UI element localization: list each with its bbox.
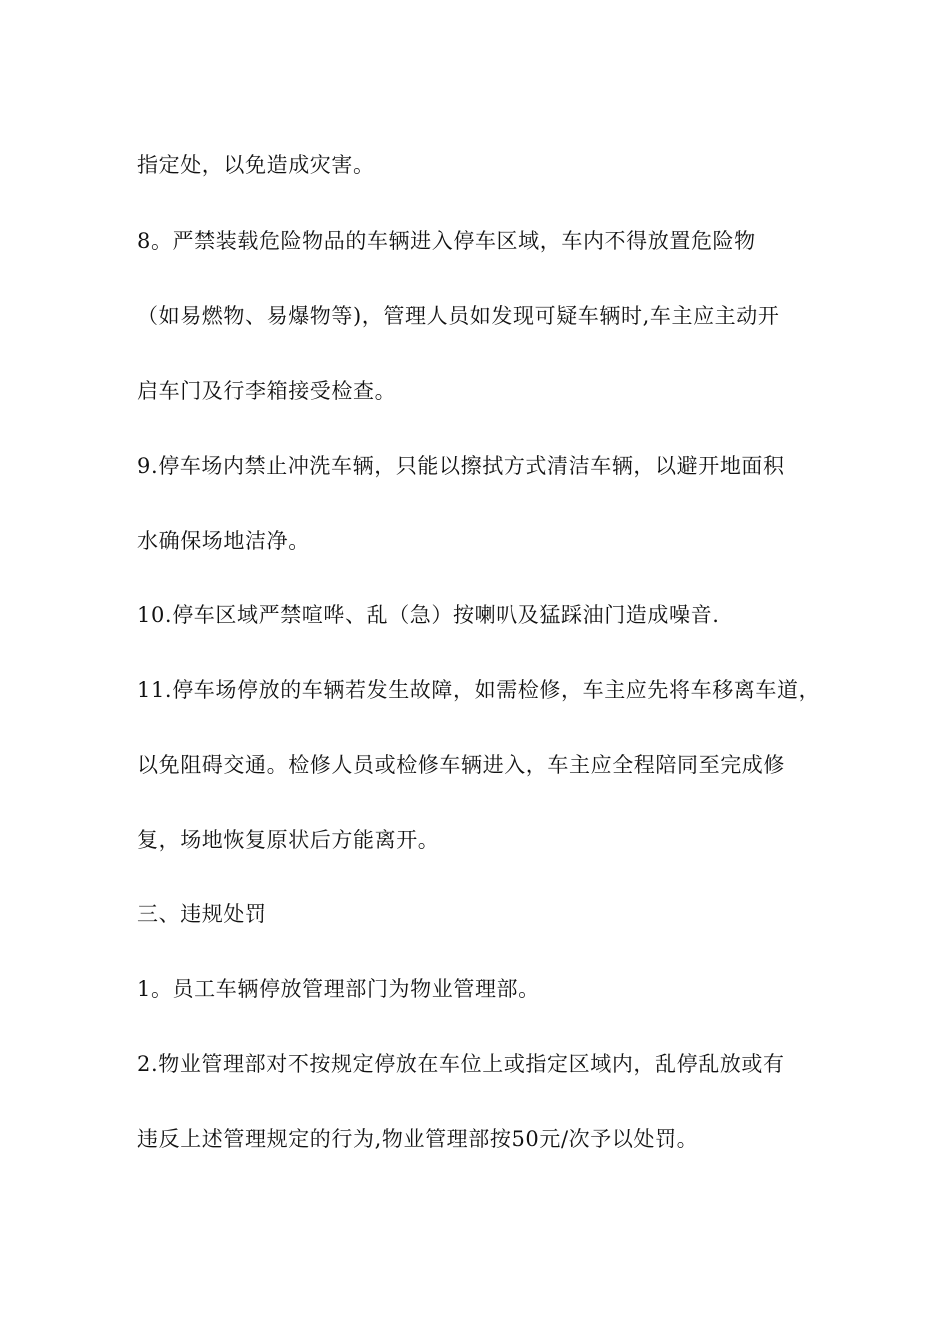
text-line-rule-10: 10.停车区域严禁喧哗、乱（急）按喇叭及猛踩油门造成噪音. (137, 603, 720, 627)
text-line-4: 启车门及行李箱接受检查。 (137, 379, 397, 403)
text-line-penalty-2: 2.物业管理部对不按规定停放在车位上或指定区域内，乱停乱放或有 (137, 1052, 785, 1076)
text-line-rule-9: 9.停车场内禁止冲洗车辆，只能以擦拭方式清洁车辆，以避开地面积 (137, 454, 785, 478)
text-line-penalty-1: 1。员工车辆停放管理部门为物业管理部。 (137, 977, 540, 1001)
text-line-10: 复，场地恢复原状后方能离开。 (137, 828, 440, 852)
text-line-rule-11: 11.停车场停放的车辆若发生故障，如需检修，车主应先将车移离车道， (137, 678, 821, 702)
text-line-14: 违反上述管理规定的行为,物业管理部按50元/次予以处罚。 (137, 1127, 699, 1151)
text-line-9: 以免阻碍交通。检修人员或检修车辆进入，车主应全程陪同至完成修 (137, 753, 785, 777)
text-line-1: 指定处，以免造成灾害。 (137, 153, 375, 177)
text-line-3: （如易燃物、易爆物等)，管理人员如发现可疑车辆时,车主应主动开 (137, 304, 780, 328)
text-line-rule-8: 8。严禁装载危险物品的车辆进入停车区域，车内不得放置危险物 (137, 229, 756, 253)
section-heading-penalties: 三、违规处罚 (137, 902, 267, 926)
text-line-6: 水确保场地洁净。 (137, 529, 310, 553)
